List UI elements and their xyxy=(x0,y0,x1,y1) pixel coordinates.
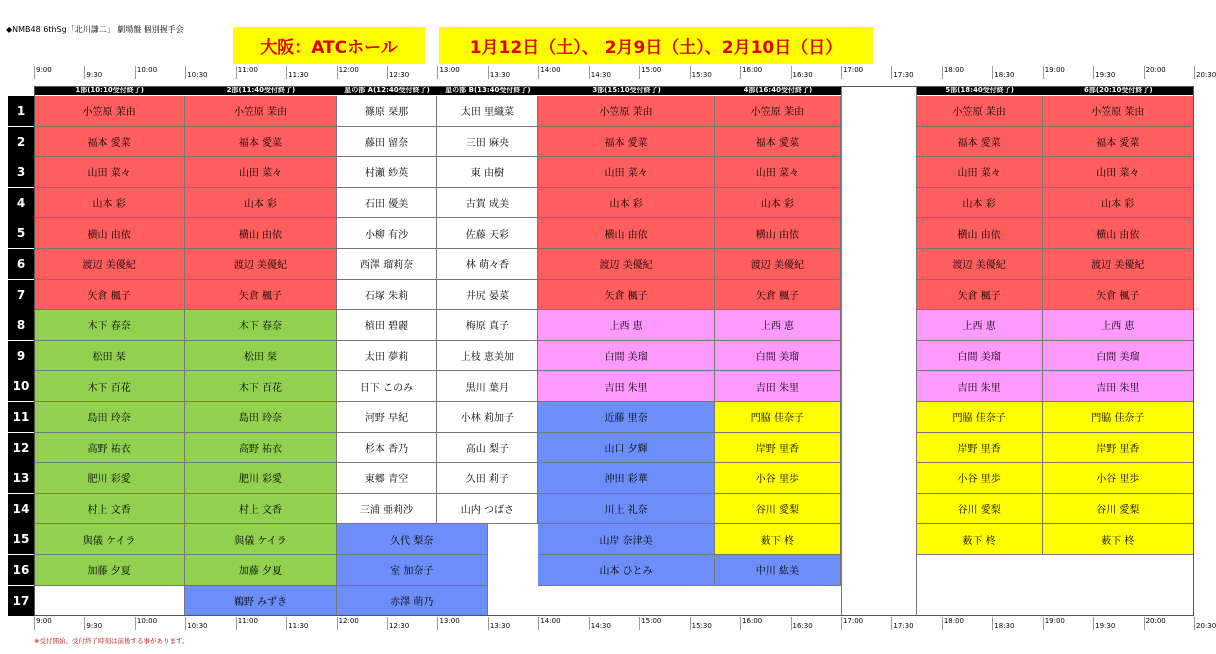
schedule-cell: 梅原 真子 xyxy=(437,310,538,341)
time-label: 9:00 xyxy=(36,66,52,74)
schedule-cell: 高野 祐衣 xyxy=(185,433,336,464)
schedule-cell: 井尻 晏菜 xyxy=(437,280,538,311)
time-label: 20:30 xyxy=(1196,622,1216,630)
time-tick xyxy=(236,66,237,79)
time-tick xyxy=(538,66,539,79)
time-tick xyxy=(1043,66,1044,79)
schedule-cell: 谷川 愛梨 xyxy=(917,494,1043,525)
time-label: 18:00 xyxy=(943,617,964,625)
schedule-cell: 小柳 有沙 xyxy=(337,218,438,249)
schedule-cell: 横山 由依 xyxy=(715,218,841,249)
time-label: 16:30 xyxy=(792,622,813,630)
schedule-cell: 山田 菜々 xyxy=(185,157,336,188)
schedule-cell: 植田 碧麗 xyxy=(337,310,438,341)
time-tick xyxy=(84,617,85,630)
schedule-cell: 福本 愛菜 xyxy=(917,127,1043,158)
schedule-cell: 上西 恵 xyxy=(538,310,715,341)
time-tick xyxy=(1144,66,1145,79)
schedule-cell: 渡辺 美優紀 xyxy=(715,249,841,280)
time-tick xyxy=(1093,617,1094,630)
schedule-cell: 横山 由依 xyxy=(917,218,1043,249)
time-label: 17:30 xyxy=(893,622,914,630)
time-label: 10:30 xyxy=(187,622,208,630)
schedule-cell: 渡辺 美優紀 xyxy=(34,249,185,280)
session-header: 星の部 A(12:40受付終了) xyxy=(337,86,438,95)
schedule-cell: 福本 愛菜 xyxy=(538,127,715,158)
time-tick xyxy=(337,66,338,79)
row-number: 9 xyxy=(8,341,34,371)
schedule-cell: 小笠原 茉由 xyxy=(917,96,1043,127)
session-header: 4部(16:40受付終了) xyxy=(715,86,841,95)
schedule-cell: 篠原 栞那 xyxy=(337,96,438,127)
schedule-cell: 山口 夕輝 xyxy=(538,433,715,464)
time-tick xyxy=(1144,617,1145,630)
schedule-cell: 山本 彩 xyxy=(34,188,185,219)
schedule-cell: 島田 玲奈 xyxy=(185,402,336,433)
schedule-cell: 石田 優美 xyxy=(337,188,438,219)
time-tick xyxy=(387,617,388,630)
row-number: 13 xyxy=(8,463,34,493)
schedule-cell: 三田 麻央 xyxy=(437,127,538,158)
footnote: ※受付開始、受付終了時刻は前後する事があります。 xyxy=(34,637,189,645)
row-number: 4 xyxy=(8,188,34,218)
schedule-cell: 門脇 佳奈子 xyxy=(917,402,1043,433)
schedule-cell: 上西 恵 xyxy=(917,310,1043,341)
time-tick xyxy=(437,617,438,630)
time-tick xyxy=(286,66,287,79)
schedule-cell: 赤澤 萌乃 xyxy=(337,586,488,617)
schedule-cell: 室 加奈子 xyxy=(337,555,488,586)
time-tick xyxy=(337,617,338,630)
schedule-cell: 久田 莉子 xyxy=(437,463,538,494)
schedule-cell: 矢倉 楓子 xyxy=(185,280,336,311)
schedule-cell: 横山 由依 xyxy=(185,218,336,249)
time-tick xyxy=(286,617,287,630)
schedule-cell: 上西 恵 xyxy=(1043,310,1194,341)
time-tick xyxy=(690,617,691,630)
time-label: 14:30 xyxy=(590,71,611,79)
row-number: 11 xyxy=(8,402,34,432)
schedule-cell: 山田 菜々 xyxy=(917,157,1043,188)
schedule-cell: 上西 恵 xyxy=(715,310,841,341)
schedule-cell: 谷川 愛梨 xyxy=(715,494,841,525)
row-number: 8 xyxy=(8,310,34,340)
schedule-cell: 矢倉 楓子 xyxy=(34,280,185,311)
schedule-cell: 福本 愛菜 xyxy=(715,127,841,158)
time-tick xyxy=(992,66,993,79)
time-tick xyxy=(34,66,35,79)
time-label: 13:00 xyxy=(439,617,460,625)
time-tick xyxy=(841,66,842,79)
time-label: 10:00 xyxy=(136,617,158,625)
time-tick xyxy=(488,66,489,79)
schedule-cell: 薮下 柊 xyxy=(1043,524,1194,555)
schedule-cell: 吉田 朱里 xyxy=(538,371,715,402)
session-header: 6部(20:10受付終了) xyxy=(1043,86,1194,95)
schedule-cell: 木下 春奈 xyxy=(34,310,185,341)
schedule-cell: 矢倉 楓子 xyxy=(538,280,715,311)
schedule-cell: 東郷 青空 xyxy=(337,463,438,494)
schedule-cell: 矢倉 楓子 xyxy=(917,280,1043,311)
schedule-cell: 黒川 葉月 xyxy=(437,371,538,402)
time-label: 20:00 xyxy=(1145,617,1166,625)
row-number: 14 xyxy=(8,494,34,524)
schedule-cell: 小谷 里歩 xyxy=(715,463,841,494)
schedule-cell: 福本 愛菜 xyxy=(185,127,336,158)
time-tick xyxy=(437,66,438,79)
session-header: 3部(15:10受付終了) xyxy=(538,86,715,95)
schedule-cell: 小笠原 茉由 xyxy=(34,96,185,127)
time-tick xyxy=(589,617,590,630)
time-label: 12:00 xyxy=(338,617,359,625)
schedule-cell: 薮下 柊 xyxy=(715,524,841,555)
row-number: 17 xyxy=(8,586,34,616)
schedule-cell: 小笠原 茉由 xyxy=(1043,96,1194,127)
schedule-cell: 西澤 瑠莉奈 xyxy=(337,249,438,280)
schedule-cell: 小谷 里歩 xyxy=(1043,463,1194,494)
time-tick xyxy=(236,617,237,630)
schedule-cell: 福本 愛菜 xyxy=(1043,127,1194,158)
schedule-cell: 山本 彩 xyxy=(1043,188,1194,219)
time-label: 14:30 xyxy=(590,622,611,630)
time-tick xyxy=(34,617,35,630)
row-number: 16 xyxy=(8,555,34,585)
time-label: 11:30 xyxy=(288,71,309,79)
schedule-cell: 岸野 里香 xyxy=(1043,433,1194,464)
time-tick xyxy=(841,617,842,630)
venue-banner: 大阪：ATCホール xyxy=(233,27,425,64)
time-tick xyxy=(891,66,892,79)
time-label: 10:30 xyxy=(187,71,208,79)
time-label: 13:30 xyxy=(489,71,511,79)
schedule-cell: 白間 美瑠 xyxy=(538,341,715,372)
time-tick xyxy=(942,66,943,79)
time-tick xyxy=(690,66,691,79)
time-label: 13:00 xyxy=(439,66,460,74)
session-header: 2部(11:40受付終了) xyxy=(185,86,336,95)
schedule-cell: 與儀 ケイラ xyxy=(34,524,185,555)
row-number: 12 xyxy=(8,433,34,463)
schedule-cell: 山田 菜々 xyxy=(34,157,185,188)
schedule-cell: 佐藤 天彩 xyxy=(437,218,538,249)
time-label: 12:30 xyxy=(389,622,410,630)
schedule-cell: 渡辺 美優紀 xyxy=(538,249,715,280)
session-header: 星の部 B(13:40受付終了) xyxy=(437,86,538,95)
time-label: 9:00 xyxy=(36,617,52,625)
schedule-cell: 横山 由依 xyxy=(538,218,715,249)
time-tick xyxy=(639,617,640,630)
schedule-cell: 渡辺 美優紀 xyxy=(917,249,1043,280)
time-tick xyxy=(942,617,943,630)
time-tick xyxy=(1043,617,1044,630)
time-tick xyxy=(1194,617,1195,630)
time-tick xyxy=(185,66,186,79)
time-label: 9:30 xyxy=(86,71,103,79)
schedule-cell: 白間 美瑠 xyxy=(917,341,1043,372)
time-tick xyxy=(538,617,539,630)
time-label: 20:30 xyxy=(1196,71,1216,79)
time-label: 15:30 xyxy=(691,622,712,630)
time-label: 18:30 xyxy=(994,71,1015,79)
schedule-cell: 太田 里織菜 xyxy=(437,96,538,127)
time-label: 20:00 xyxy=(1145,66,1166,74)
time-label: 10:00 xyxy=(136,66,158,74)
time-tick xyxy=(1093,66,1094,79)
time-label: 17:00 xyxy=(842,66,864,74)
time-label: 15:00 xyxy=(641,66,662,74)
time-tick xyxy=(639,66,640,79)
schedule-cell: 村上 文香 xyxy=(185,494,336,525)
document-title: ◆NMB48 6thSg「北川謙二」 劇場盤 個別握手会 xyxy=(6,25,184,34)
schedule-cell: 渡辺 美優紀 xyxy=(1043,249,1194,280)
schedule-cell: 小笠原 茉由 xyxy=(538,96,715,127)
time-label: 15:00 xyxy=(641,617,662,625)
time-label: 17:00 xyxy=(842,617,864,625)
schedule-cell: 山岸 奈津美 xyxy=(538,524,715,555)
time-tick xyxy=(135,66,136,79)
schedule-cell: 村瀬 紗英 xyxy=(337,157,438,188)
time-label: 11:30 xyxy=(288,622,309,630)
schedule-cell: 横山 由依 xyxy=(34,218,185,249)
time-label: 19:00 xyxy=(1044,617,1065,625)
schedule-cell: 鵜野 みずき xyxy=(185,586,336,617)
schedule-cell: 木下 春奈 xyxy=(185,310,336,341)
row-number: 15 xyxy=(8,524,34,554)
schedule-cell: 肥川 彩愛 xyxy=(185,463,336,494)
schedule-cell: 吉田 朱里 xyxy=(1043,371,1194,402)
schedule-cell: 渡辺 美優紀 xyxy=(185,249,336,280)
schedule-cell: 谷川 愛梨 xyxy=(1043,494,1194,525)
schedule-cell: 薮下 柊 xyxy=(917,524,1043,555)
schedule-cell: 山本 彩 xyxy=(538,188,715,219)
schedule-cell: 山内 つばさ xyxy=(437,494,538,525)
time-tick xyxy=(135,617,136,630)
schedule-cell: 高野 祐衣 xyxy=(34,433,185,464)
time-label: 18:00 xyxy=(943,66,964,74)
time-label: 19:00 xyxy=(1044,66,1065,74)
schedule-cell: 太田 夢莉 xyxy=(337,341,438,372)
schedule-cell: 高山 梨子 xyxy=(437,433,538,464)
row-number: 6 xyxy=(8,249,34,279)
schedule-cell: 岸野 里香 xyxy=(715,433,841,464)
schedule-cell: 藤田 留奈 xyxy=(337,127,438,158)
time-tick xyxy=(992,617,993,630)
time-label: 16:00 xyxy=(742,617,763,625)
schedule-cell: 白間 美瑠 xyxy=(1043,341,1194,372)
schedule-cell: 小笠原 茉由 xyxy=(715,96,841,127)
time-tick xyxy=(387,66,388,79)
schedule-cell: 小笠原 茉由 xyxy=(185,96,336,127)
schedule-cell: 小林 莉加子 xyxy=(437,402,538,433)
schedule-cell: 久代 梨奈 xyxy=(337,524,488,555)
schedule-cell: 與儀 ケイラ xyxy=(185,524,336,555)
schedule-cell: 福本 愛菜 xyxy=(34,127,185,158)
schedule-cell: 山本 ひとみ xyxy=(538,555,715,586)
time-label: 12:30 xyxy=(389,71,410,79)
schedule-cell: 矢倉 楓子 xyxy=(1043,280,1194,311)
schedule-cell: 吉田 朱里 xyxy=(917,371,1043,402)
time-label: 12:00 xyxy=(338,66,359,74)
schedule-cell: 松田 栞 xyxy=(185,341,336,372)
schedule-cell: 古賀 成美 xyxy=(437,188,538,219)
row-number: 3 xyxy=(8,157,34,187)
schedule-cell: 山田 菜々 xyxy=(538,157,715,188)
schedule-cell: 島田 玲奈 xyxy=(34,402,185,433)
schedule-cell: 林 萌々香 xyxy=(437,249,538,280)
schedule-cell: 横山 由依 xyxy=(1043,218,1194,249)
schedule-cell: 上枝 恵美加 xyxy=(437,341,538,372)
time-tick xyxy=(84,66,85,79)
schedule-cell: 木下 百花 xyxy=(34,371,185,402)
row-number: 10 xyxy=(8,371,34,401)
time-tick xyxy=(185,617,186,630)
row-number: 5 xyxy=(8,218,34,248)
time-label: 11:00 xyxy=(237,617,258,625)
time-tick xyxy=(1194,66,1195,79)
time-label: 19:30 xyxy=(1095,71,1116,79)
time-label: 11:00 xyxy=(237,66,258,74)
schedule-cell: 石塚 朱莉 xyxy=(337,280,438,311)
schedule-cell: 近藤 里奈 xyxy=(538,402,715,433)
schedule-cell: 小谷 里歩 xyxy=(917,463,1043,494)
schedule-cell: 杉本 香乃 xyxy=(337,433,438,464)
schedule-cell: 山田 菜々 xyxy=(715,157,841,188)
schedule-cell: 山本 彩 xyxy=(917,188,1043,219)
dates-banner: 1月12日（土）、 2月9日（土）、2月10日（日） xyxy=(439,27,873,64)
schedule-cell xyxy=(34,586,185,617)
time-label: 18:30 xyxy=(994,622,1015,630)
schedule-cell: 松田 栞 xyxy=(34,341,185,372)
time-label: 14:00 xyxy=(540,617,561,625)
schedule-cell: 中川 紘美 xyxy=(715,555,841,586)
row-number: 1 xyxy=(8,96,34,126)
schedule-cell: 加藤 夕夏 xyxy=(185,555,336,586)
schedule-cell: 河野 早紀 xyxy=(337,402,438,433)
time-tick xyxy=(589,66,590,79)
row-number: 2 xyxy=(8,127,34,157)
time-tick xyxy=(740,66,741,79)
schedule-cell: 矢倉 楓子 xyxy=(715,280,841,311)
schedule-cell: 村上 文香 xyxy=(34,494,185,525)
time-label: 16:30 xyxy=(792,71,813,79)
schedule-cell: 門脇 佳奈子 xyxy=(1043,402,1194,433)
schedule-cell: 川上 礼奈 xyxy=(538,494,715,525)
schedule-cell: 肥川 彩愛 xyxy=(34,463,185,494)
time-tick xyxy=(791,66,792,79)
time-tick xyxy=(891,617,892,630)
schedule-cell: 沖田 彩華 xyxy=(538,463,715,494)
schedule-cell: 吉田 朱里 xyxy=(715,371,841,402)
schedule-cell: 山本 彩 xyxy=(185,188,336,219)
schedule-cell: 白間 美瑠 xyxy=(715,341,841,372)
schedule-cell: 山田 菜々 xyxy=(1043,157,1194,188)
row-number: 7 xyxy=(8,280,34,310)
schedule-cell: 日下 このみ xyxy=(337,371,438,402)
time-label: 15:30 xyxy=(691,71,712,79)
time-label: 14:00 xyxy=(540,66,561,74)
schedule-cell: 岸野 里香 xyxy=(917,433,1043,464)
schedule-cell: 三浦 亜莉沙 xyxy=(337,494,438,525)
session-header: 1部(10:10受付終了) xyxy=(34,86,185,95)
time-label: 9:30 xyxy=(86,622,103,630)
schedule-cell: 加藤 夕夏 xyxy=(34,555,185,586)
schedule-cell: 山本 彩 xyxy=(715,188,841,219)
schedule-cell: 門脇 佳奈子 xyxy=(715,402,841,433)
schedule-cell: 東 由樹 xyxy=(437,157,538,188)
time-tick xyxy=(791,617,792,630)
gap-column xyxy=(841,86,917,616)
time-label: 17:30 xyxy=(893,71,914,79)
time-label: 19:30 xyxy=(1095,622,1116,630)
time-tick xyxy=(740,617,741,630)
time-label: 16:00 xyxy=(742,66,763,74)
time-label: 13:30 xyxy=(489,622,511,630)
time-tick xyxy=(488,617,489,630)
schedule-cell: 木下 百花 xyxy=(185,371,336,402)
session-header: 5部(18:40受付終了) xyxy=(917,86,1043,95)
